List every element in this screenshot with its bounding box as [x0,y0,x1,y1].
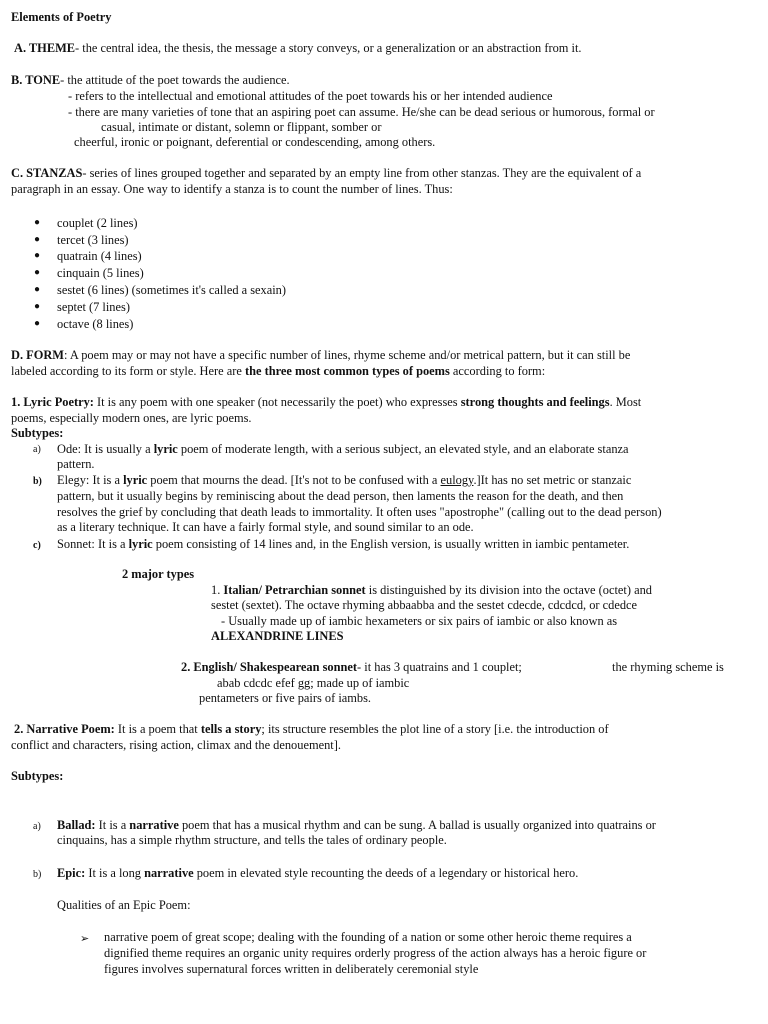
list-marker: b) [33,476,42,487]
list-marker: a) [33,444,41,455]
english-sonnet-item: 2. English/ Shakespearean sonnet- it has 3 quatrains and 1 couplet; [181,660,522,674]
list-item: cinquain (5 lines) [57,266,144,280]
theme-label: A. THEME [14,41,76,55]
form-paragraph-cont: labeled according to its form or style. Here are the three most common types of poems according to form: [11,364,546,378]
lyric-paragraph-cont: poems, especially modern ones, are lyric poems. [11,411,252,425]
list-item: couplet (2 lines) [57,216,138,230]
tone-point-1: - refers to the intellectual and emotional attitudes of the poet towards his or her intended audience [68,89,553,103]
sonnet-item: Sonnet: It is a lyric poem consisting of 14 lines and, in the English version, is usually written in iambic pentameter. [57,537,630,551]
italian-sonnet-cont: sestet (sextet). The octave rhyming abbaabba and the sestet cdecde, cdcdcd, or cdedce [211,598,638,612]
ode-item: Ode: It is usually a lyric poem of moderate length, with a serious subject, an elevated style, and an elaborate stanza [57,442,629,456]
list-marker: b) [33,869,42,880]
lyric-label: 1. Lyric Poetry: [11,395,94,409]
italian-sonnet-cont: - Usually made up of iambic hexameters or six pairs of iambic or also known as [221,614,618,628]
stanzas-paragraph: C. STANZAS- series of lines grouped together and separated by an empty line from other stanzas. They are the equivalent of a [11,166,642,180]
form-paragraph: D. FORM: A poem may or may not have a specific number of lines, rhyme scheme and/or metrical pattern, but it can still be [11,348,631,362]
theme-paragraph: A. THEME- the central idea, the thesis, the message a story conveys, or a generalization or an abstraction from it. [14,41,582,55]
elegy-item-cont: as a literary technique. It can have a fairly formal style, and sound similar to an ode. [57,520,474,534]
bullet-icon: ● [34,318,41,329]
tone-label: B. TONE [11,73,61,87]
epic-qualities-label: Qualities of an Epic Poem: [57,898,191,912]
bullet-icon: ● [34,267,41,278]
lyric-subtypes-label: Subtypes: [11,426,64,440]
list-marker: a) [33,821,41,832]
arrow-bullet-icon: ➢ [80,933,90,945]
list-item: octave (8 lines) [57,317,134,331]
list-item: sestet (6 lines) (sometimes it's called a sexain) [57,283,286,297]
bullet-icon: ● [34,217,41,228]
list-item: quatrain (4 lines) [57,249,142,263]
narrative-paragraph: 2. Narrative Poem: It is a poem that tells a story; its structure resembles the plot line of a story [i.e. the introduction of [14,722,609,736]
english-sonnet-cont: abab cdcdc efef gg; made up of iambic [217,676,410,690]
form-label: D. FORM [11,348,64,362]
elegy-item-cont: pattern, but it usually begins by reminiscing about the dead person, then laments the reason for the death, and then [57,489,624,503]
list-item: tercet (3 lines) [57,233,129,247]
lyric-paragraph: 1. Lyric Poetry: It is any poem with one speaker (not necessarily the poet) who expresses strong thoughts and feelings. Most [11,395,642,409]
list-marker: c) [33,540,41,551]
english-sonnet-cont: pentameters or five pairs of iambs. [199,691,372,705]
ballad-item: Ballad: It is a narrative poem that has a musical rhythm and can be sung. A ballad is usually organized into quatrains or [57,818,656,832]
alexandrine-lines: ALEXANDRINE LINES [211,629,344,643]
list-item: septet (7 lines) [57,300,130,314]
document-title: Elements of Poetry [11,10,112,24]
tone-point-2-cont: cheerful, ironic or poignant, deferential or condescending, among others. [74,135,436,149]
stanzas-paragraph-cont: paragraph in an essay. One way to identify a stanza is to count the number of lines. Thus: [11,182,453,196]
epic-item: Epic: It is a long narrative poem in elevated style recounting the deeds of a legendary or historical hero. [57,866,579,880]
tone-point-2-cont: casual, intimate or distant, solemn or flippant, somber or [101,120,382,134]
italian-sonnet-item: 1. Italian/ Petrarchian sonnet is distinguished by its division into the octave (octet) and [211,583,652,597]
tone-heading: B. TONE- the attitude of the poet towards the audience. [11,73,290,87]
english-sonnet-rhyme-label: the rhyming scheme is [612,660,724,674]
bullet-icon: ● [34,284,41,295]
narrative-paragraph-cont: conflict and characters, rising action, climax and the denouement]. [11,738,341,752]
eulogy-link[interactable]: eulogy [440,473,474,487]
major-types-label: 2 major types [122,567,195,581]
ballad-item-cont: cinquains, has a simple rhythm structure, and tells the tales of ordinary people. [57,833,447,847]
bullet-icon: ● [34,250,41,261]
narrative-label: 2. Narrative Poem: [14,722,115,736]
narrative-subtypes-label: Subtypes: [11,769,64,783]
bullet-icon: ● [34,301,41,312]
ode-item-cont: pattern. [57,457,95,471]
elegy-item: Elegy: It is a lyric poem that mourns the dead. [It's not to be confused with a eulogy.]It has no set metric or stanzaic [57,473,632,487]
bullet-icon: ● [34,234,41,245]
tone-point-2: - there are many varieties of tone that an aspiring poet can assume. He/she can be dead serious or humorous, formal or [68,105,655,119]
elegy-item-cont: resolves the grief by concluding that death leads to immortality. It often uses "apostrophe" (calling out to the dead person) [57,505,662,519]
epic-quality-item-cont: dignified theme requires an organic unity requires orderly progress of the action always has a heroic figure or [104,946,647,960]
stanzas-label: C. STANZAS [11,166,83,180]
epic-quality-item: narrative poem of great scope; dealing with the founding of a nation or some other heroic theme requires a [104,930,632,944]
epic-quality-item-cont: figures involves supernatural forces written in deliberately ceremonial style [104,962,479,976]
